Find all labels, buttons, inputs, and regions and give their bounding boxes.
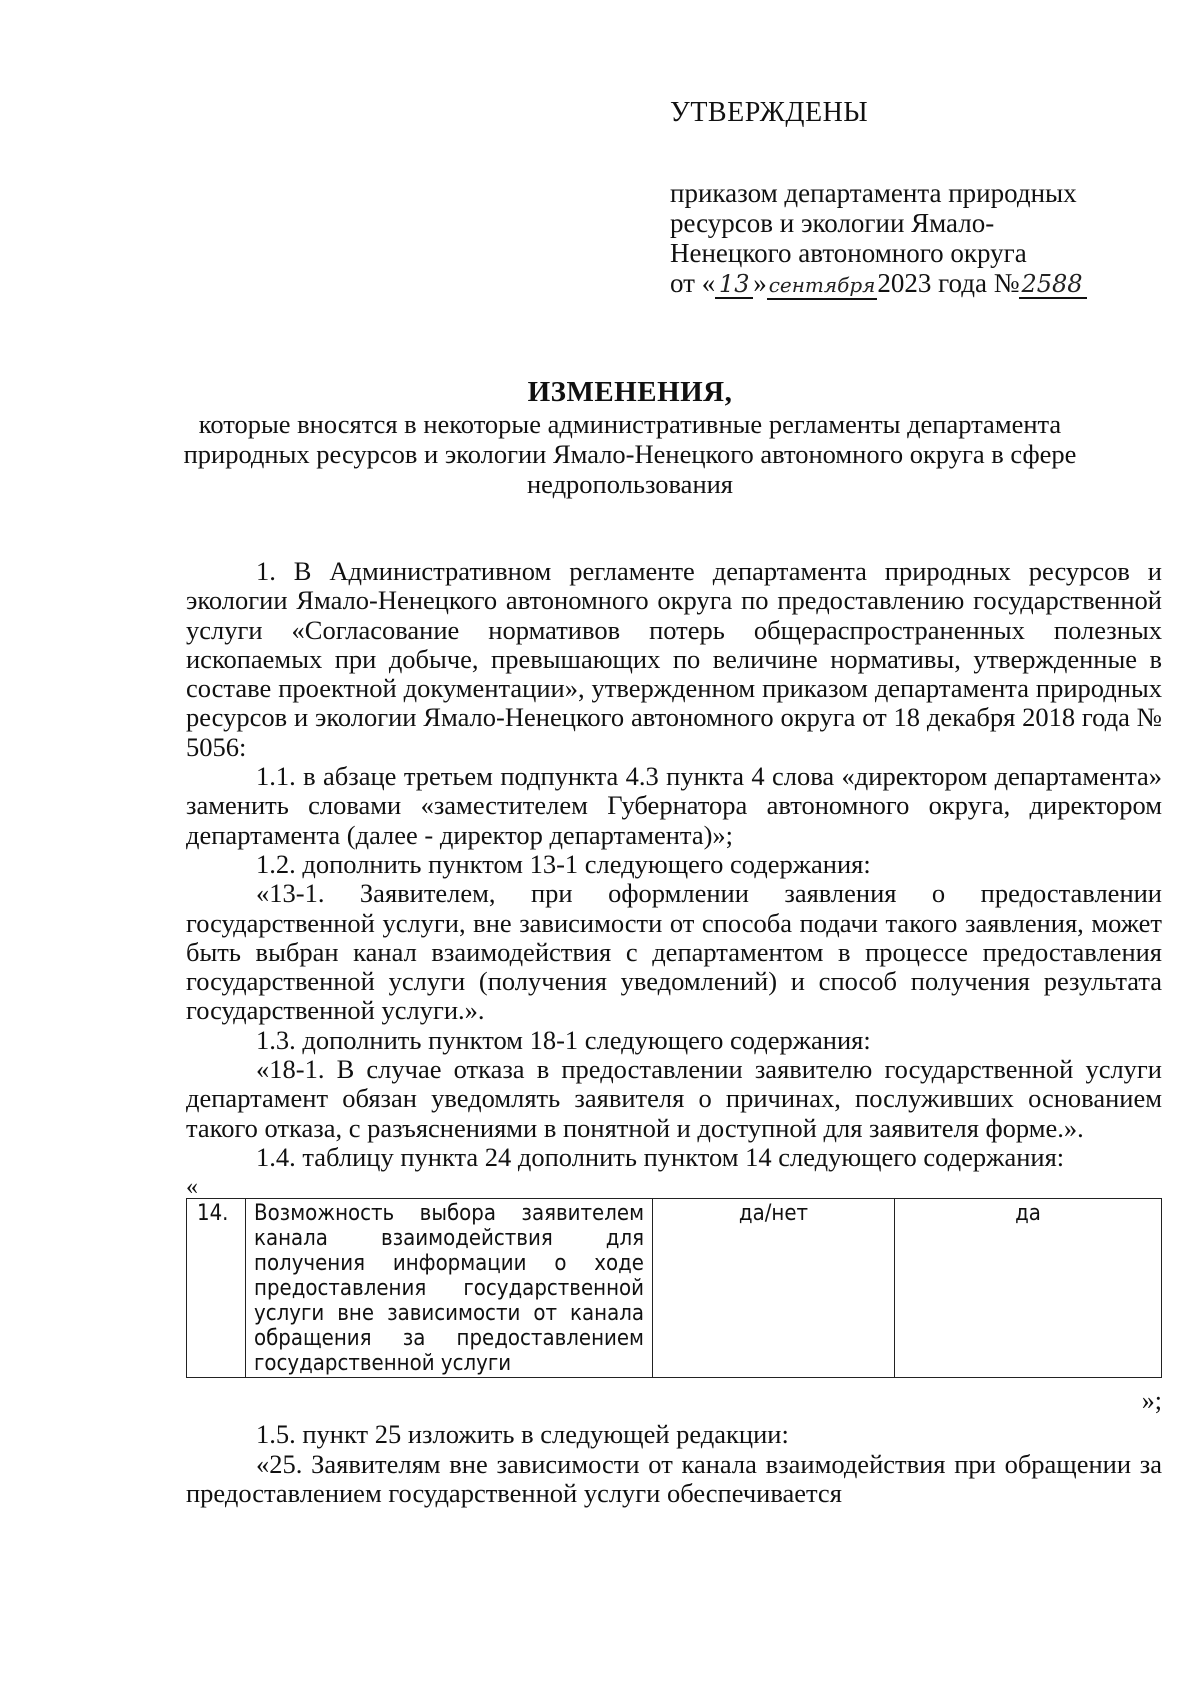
table-cell-value: да <box>895 1199 1162 1378</box>
paragraph-1-1: 1.1. в абзаце третьем подпункта 4.3 пункта 4 слова «директором департамента» заменить словами «заместителем Губернатора автономного округа, директором департамента (далее - директор департамента)»; <box>186 761 1162 850</box>
approved-line-1: приказом департамента природных <box>670 178 1077 208</box>
order-date-number-line <box>670 268 1130 300</box>
from-prefix: от « <box>670 268 716 298</box>
table-quote-close: »; <box>1141 1386 1162 1416</box>
amendment-table <box>186 1198 1162 1378</box>
approved-line-2: ресурсов и экологии Ямало- <box>670 208 995 238</box>
table-quote-open: « <box>186 1174 198 1201</box>
handwritten-day: 13 <box>715 271 753 299</box>
paragraph-1-2: 1.2. дополнить пунктом 13-1 следующего содержания: <box>256 848 871 879</box>
table-cell-number: 14. <box>187 1199 246 1378</box>
paragraph-13-1: «13-1. Заявителем, при оформлении заявления о предоставлении государственной услуги, вне зависимости от способа подачи такого заявления, может быть выбран канал взаимодействия с департаментом в процессе предоставления государственной услуги (получения уведомлений) и способ получения результата государственной услуги.». <box>186 878 1162 1026</box>
paragraph-25: «25. Заявителям вне зависимости от канала взаимодействия при обращении за предоставлением государственной услуги обеспечивается <box>186 1448 1162 1508</box>
table-cell-unit: да/нет <box>653 1199 895 1378</box>
document-title: ИЗМЕНЕНИЯ, <box>527 376 733 408</box>
paragraph-1-4: 1.4. таблицу пункта 24 дополнить пунктом 14 следующего содержания: <box>256 1141 1065 1172</box>
document-heading <box>180 375 1080 499</box>
approved-line-3: Ненецкого автономного округа <box>670 238 1027 268</box>
year-suffix: 2023 года № <box>877 268 1020 298</box>
day-quote-close: » <box>753 268 767 298</box>
paragraph-18-1: «18-1. В случае отказа в предоставлении заявителю государственной услуги департамент обязан уведомлять заявителя о причинах, послуживших основанием такого отказа, с разъяснениями в понятной и доступной для заявителя форме.». <box>186 1054 1162 1143</box>
document-body <box>186 557 1162 1508</box>
table-cell-description: Возможность выбора заявителем канала взаимодействия для получения информации о ходе предоставления государственной услуги вне зависимости от канала обращения за предоставлением государственной услуги <box>246 1199 653 1378</box>
paragraph-1-5: 1.5. пункт 25 изложить в следующей редакции: <box>256 1419 789 1450</box>
paragraph-1: 1. В Административном регламенте департамента природных ресурсов и экологии Ямало-Ненецкого автономного округа по предоставлению государственной услуги «Согласование нормативов потерь общераспространенных полезных ископаемых при добыче, превышающих по величине нормативы, утвержденные в составе проектной документации», утвержденном приказом департамента природных ресурсов и экологии Ямало-Ненецкого автономного округа от 18 декабря 2018 года № 5056: <box>186 556 1162 762</box>
paragraph-1-3: 1.3. дополнить пунктом 18-1 следующего содержания: <box>256 1024 871 1055</box>
approved-title: УТВЕРЖДЕНЫ <box>670 97 869 128</box>
approval-stamp-block <box>670 98 1130 300</box>
handwritten-month: сентября <box>767 272 878 300</box>
document-subtitle: которые вносятся в некоторые административные регламенты департамента природных ресурсов и экологии Ямало-Ненецкого автономного округа в сфере недропользования <box>183 409 1077 499</box>
table-row <box>187 1199 1162 1378</box>
handwritten-order-number: 2588 <box>1019 271 1087 299</box>
